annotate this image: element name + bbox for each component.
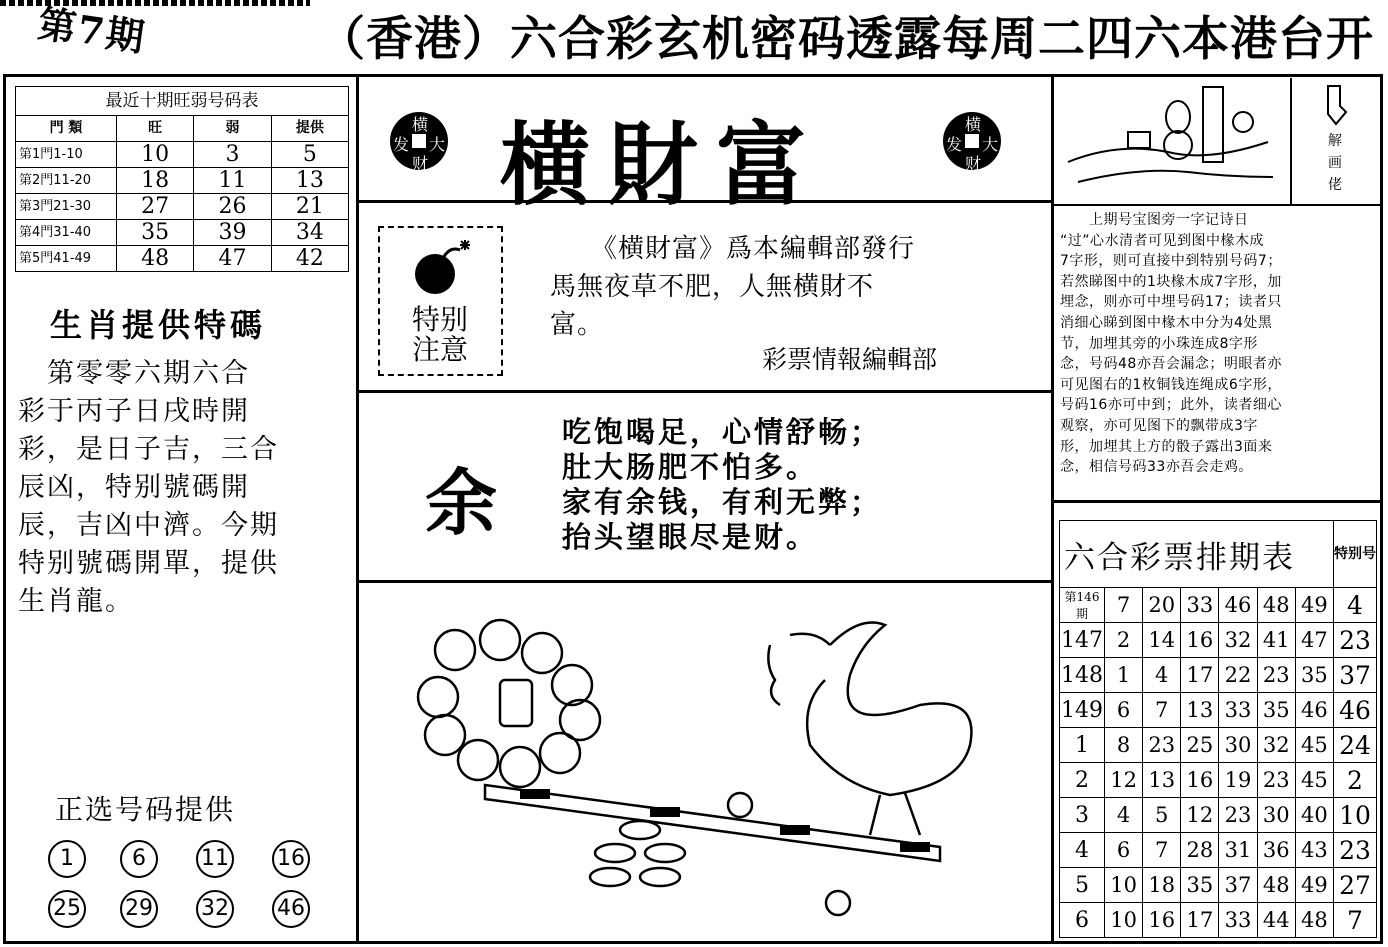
pick-ball: 11 — [196, 840, 234, 878]
divider-center-3 — [356, 580, 1053, 583]
hint-line: 观察，亦可见图下的飘带成3字 — [1060, 417, 1258, 434]
number-cell: 33 — [1219, 903, 1257, 938]
coin-char: 发 — [946, 135, 963, 154]
table-row — [16, 220, 349, 246]
intro-line: 馬無夜草不肥，人無横財不 — [550, 272, 875, 302]
table-row — [1060, 833, 1377, 868]
number-cell: 12 — [1105, 763, 1143, 798]
number-cell: 32 — [1257, 728, 1295, 763]
number-cell: 45 — [1295, 728, 1333, 763]
table-row — [1060, 623, 1377, 658]
row-label: 第5門41-49 — [16, 246, 117, 272]
hint-line: 消细心睇到图中椽木中分为4处黑 — [1060, 314, 1273, 331]
number-cell: 46 — [1295, 693, 1333, 728]
cell-value: 47 — [194, 246, 271, 272]
hint-line: 节，加埋其旁的小珠连成8字形 — [1060, 335, 1258, 352]
number-cell: 16 — [1143, 903, 1181, 938]
crane-seesaw-illustration — [360, 585, 1050, 941]
solution-char: 画 — [1328, 155, 1342, 171]
number-cell: 45 — [1295, 763, 1333, 798]
coin-emblem-left — [390, 112, 448, 173]
cell-value: 42 — [271, 246, 348, 272]
number-cell: 7 — [1143, 833, 1181, 868]
number-cell: 12 — [1181, 798, 1219, 833]
table-row — [16, 194, 349, 220]
number-cell: 17 — [1181, 658, 1219, 693]
table-row — [1060, 903, 1377, 938]
divider-jie — [1290, 78, 1292, 206]
divider-right-1 — [1051, 500, 1381, 503]
number-cell: 23 — [1257, 658, 1295, 693]
pick-ball: 16 — [272, 840, 310, 878]
coin-char: 横 — [965, 115, 982, 134]
divider-center-2 — [356, 390, 1053, 393]
coin-char: 横 — [412, 115, 429, 134]
number-cell: 35 — [1257, 693, 1295, 728]
number-cell: 48 — [1295, 903, 1333, 938]
period-cell: 第146期 — [1060, 588, 1105, 623]
page-title: （香港）六合彩玄机密码透露每周二四六本港台开 — [318, 12, 1374, 67]
special-cell: 4 — [1334, 588, 1377, 623]
period-cell: 3 — [1060, 798, 1105, 833]
cell-value: 39 — [194, 220, 271, 246]
cell-value: 27 — [117, 194, 194, 220]
cell-value: 21 — [271, 194, 348, 220]
cell-value: 5 — [271, 142, 348, 168]
solution-text — [1060, 210, 1370, 478]
table-row — [16, 246, 349, 272]
number-cell: 41 — [1257, 623, 1295, 658]
pick-ball: 25 — [48, 890, 86, 928]
hint-line: 形，加埋其上方的骰子露出3面来 — [1060, 438, 1273, 455]
period-cell: 147 — [1060, 623, 1105, 658]
attention-line: 注意 — [411, 333, 468, 366]
special-cell: 46 — [1334, 693, 1377, 728]
row-label: 第2門11-20 — [16, 168, 117, 194]
number-cell: 30 — [1257, 798, 1295, 833]
special-cell: 23 — [1334, 833, 1377, 868]
pointing-hand-icon — [1320, 84, 1352, 126]
number-cell: 13 — [1143, 763, 1181, 798]
poem-line: 抬头望眼尽是财。 — [562, 520, 819, 554]
number-cell: 40 — [1295, 798, 1333, 833]
solution-label — [1320, 130, 1350, 196]
zodiac-heading: 生肖提供特碼 — [50, 306, 267, 344]
number-cell: 22 — [1219, 658, 1257, 693]
special-cell: 37 — [1334, 658, 1377, 693]
cell-value: 48 — [117, 246, 194, 272]
coin-emblem-right — [943, 112, 1001, 173]
number-cell: 23 — [1143, 728, 1181, 763]
number-cell: 48 — [1257, 868, 1295, 903]
cell-value: 26 — [194, 194, 271, 220]
cell-value: 13 — [271, 168, 348, 194]
table-row — [1060, 658, 1377, 693]
table-row — [1060, 588, 1377, 623]
special-cell: 10 — [1334, 798, 1377, 833]
intro-line: 《横財富》爲本編輯部發行 — [550, 234, 916, 264]
attention-line: 特别 — [411, 303, 468, 336]
table-row — [16, 168, 349, 194]
zodiac-line: 特别號碼開單，提供 — [18, 548, 279, 579]
number-cell: 30 — [1219, 728, 1257, 763]
number-cell: 33 — [1219, 693, 1257, 728]
zodiac-line: 彩，是日子吉，三合 — [18, 434, 279, 465]
cell-value: 35 — [117, 220, 194, 246]
schedule-title: 六合彩票排期表 — [1060, 521, 1334, 588]
special-cell: 7 — [1334, 903, 1377, 938]
zodiac-line: 第零零六期六合 — [18, 358, 250, 389]
recent-table-caption: 最近十期旺弱号码表 — [16, 87, 349, 116]
number-cell: 46 — [1219, 588, 1257, 623]
pick-ball: 32 — [196, 890, 234, 928]
number-cell: 33 — [1181, 588, 1219, 623]
special-cell: 2 — [1334, 763, 1377, 798]
hint-line: 念，号码48亦吾会漏念；明眼者亦 — [1060, 356, 1282, 373]
number-cell: 31 — [1219, 833, 1257, 868]
number-cell: 18 — [1143, 868, 1181, 903]
cell-value: 18 — [117, 168, 194, 194]
special-header: 特别号 — [1334, 521, 1377, 588]
hint-line: 可见图右的1枚铜钱连绳成6字形， — [1060, 376, 1282, 393]
period-cell: 1 — [1060, 728, 1105, 763]
number-cell: 7 — [1143, 693, 1181, 728]
divider-left — [356, 74, 359, 944]
number-cell: 43 — [1295, 833, 1333, 868]
number-cell: 6 — [1105, 693, 1143, 728]
pick-ball: 6 — [120, 840, 158, 878]
row-label: 第1門1-10 — [16, 142, 117, 168]
number-cell: 37 — [1219, 868, 1257, 903]
col-header: 提供 — [271, 116, 348, 142]
riddle-char: 余 — [425, 460, 498, 545]
poem-line: 肚大肠肥不怕多。 — [562, 450, 819, 484]
intro-signature: 彩票情報編輯部 — [762, 345, 938, 374]
number-cell: 4 — [1143, 658, 1181, 693]
hint-line: 7字形，则可直接中到特别号码7； — [1060, 253, 1282, 270]
main-title: 横財富 — [500, 112, 824, 218]
number-cell: 20 — [1143, 588, 1181, 623]
number-cell: 1 — [1105, 658, 1143, 693]
number-cell: 48 — [1257, 588, 1295, 623]
number-cell: 47 — [1295, 623, 1333, 658]
number-cell: 49 — [1295, 868, 1333, 903]
number-cell: 35 — [1295, 658, 1333, 693]
zodiac-line: 生肖龍。 — [18, 586, 134, 617]
number-cell: 32 — [1219, 623, 1257, 658]
number-cell: 49 — [1295, 588, 1333, 623]
special-cell: 27 — [1334, 868, 1377, 903]
number-cell: 14 — [1143, 623, 1181, 658]
schedule-table — [1059, 520, 1377, 938]
coin-hole — [965, 134, 979, 148]
hint-line: “过”心水清者可见到图中椽木成 — [1060, 232, 1265, 249]
period-cell: 149 — [1060, 693, 1105, 728]
col-header: 弱 — [194, 116, 271, 142]
special-cell: 23 — [1334, 623, 1377, 658]
table-row — [1060, 868, 1377, 903]
coin-char: 财 — [412, 154, 429, 173]
period-cell: 6 — [1060, 903, 1105, 938]
period-cell: 148 — [1060, 658, 1105, 693]
number-cell: 25 — [1181, 728, 1219, 763]
zodiac-text — [18, 355, 348, 621]
table-row — [1060, 763, 1377, 798]
number-cell: 36 — [1257, 833, 1295, 868]
table-row — [1060, 693, 1377, 728]
coin-hole — [412, 134, 426, 148]
period-cell: 5 — [1060, 868, 1105, 903]
number-cell: 23 — [1257, 763, 1295, 798]
picks-heading: 正选号码提供 — [55, 793, 236, 826]
row-label: 第4門31-40 — [16, 220, 117, 246]
hint-line: 上期号宝图旁一字记诗日 — [1060, 212, 1249, 228]
recent-numbers-table — [15, 86, 349, 272]
zodiac-line: 辰，吉凶中濟。今期 — [18, 510, 279, 541]
period-cell: 2 — [1060, 763, 1105, 798]
coin-char: 财 — [965, 154, 982, 173]
poem-line: 吃饱喝足，心情舒畅； — [562, 415, 883, 449]
col-header: 旺 — [117, 116, 194, 142]
period-cell: 4 — [1060, 833, 1105, 868]
coin-char: 大 — [429, 135, 446, 154]
number-cell: 16 — [1181, 763, 1219, 798]
number-cell: 6 — [1105, 833, 1143, 868]
number-cell: 16 — [1181, 623, 1219, 658]
table-row — [1060, 798, 1377, 833]
number-cell: 10 — [1105, 903, 1143, 938]
riddle-poem — [562, 415, 882, 555]
hint-line: 若然睇图中的1块椽木成7字形，加 — [1060, 273, 1282, 290]
hint-line: 念，相信号码33亦吾会走鸡。 — [1060, 459, 1253, 476]
coin-char: 大 — [982, 135, 999, 154]
pick-ball: 46 — [272, 890, 310, 928]
number-cell: 4 — [1105, 798, 1143, 833]
solution-char: 佬 — [1328, 177, 1342, 193]
intro-text — [550, 230, 1020, 344]
hint-line: 号码16亦可中到；此外，读者细心 — [1060, 397, 1282, 414]
number-cell: 19 — [1219, 763, 1257, 798]
issue-number: 第7期 — [35, 0, 149, 61]
bomb-icon — [405, 236, 480, 298]
table-row — [1060, 728, 1377, 763]
cell-value: 3 — [194, 142, 271, 168]
pick-ball: 29 — [120, 890, 158, 928]
number-cell: 13 — [1181, 693, 1219, 728]
number-cell: 23 — [1219, 798, 1257, 833]
pick-ball: 1 — [48, 840, 86, 878]
intro-line: 富。 — [550, 310, 605, 340]
zodiac-line: 彩于丙子日戌時開 — [18, 396, 250, 427]
poem-line: 家有余钱，有利无弊； — [562, 485, 883, 519]
divider-right-0 — [1051, 204, 1381, 206]
number-cell: 2 — [1105, 623, 1143, 658]
cell-value: 34 — [271, 220, 348, 246]
number-cell: 44 — [1257, 903, 1295, 938]
coin-char: 发 — [393, 135, 410, 154]
table-row — [16, 142, 349, 168]
number-cell: 28 — [1181, 833, 1219, 868]
number-cell: 7 — [1105, 588, 1143, 623]
number-cell: 17 — [1181, 903, 1219, 938]
row-label: 第3門21-30 — [16, 194, 117, 220]
cell-value: 11 — [194, 168, 271, 194]
attention-label — [395, 305, 485, 365]
riddle-illustration — [1058, 82, 1288, 200]
zodiac-line: 辰凶，特别號碼開 — [18, 472, 250, 503]
cell-value: 10 — [117, 142, 194, 168]
number-cell: 5 — [1143, 798, 1181, 833]
col-header: 門 類 — [16, 116, 117, 142]
number-cell: 8 — [1105, 728, 1143, 763]
special-cell: 24 — [1334, 728, 1377, 763]
hint-line: 埋念，则亦可中埋号码17；读者只 — [1060, 294, 1282, 311]
number-cell: 10 — [1105, 868, 1143, 903]
solution-char: 解 — [1328, 133, 1342, 149]
number-cell: 35 — [1181, 868, 1219, 903]
